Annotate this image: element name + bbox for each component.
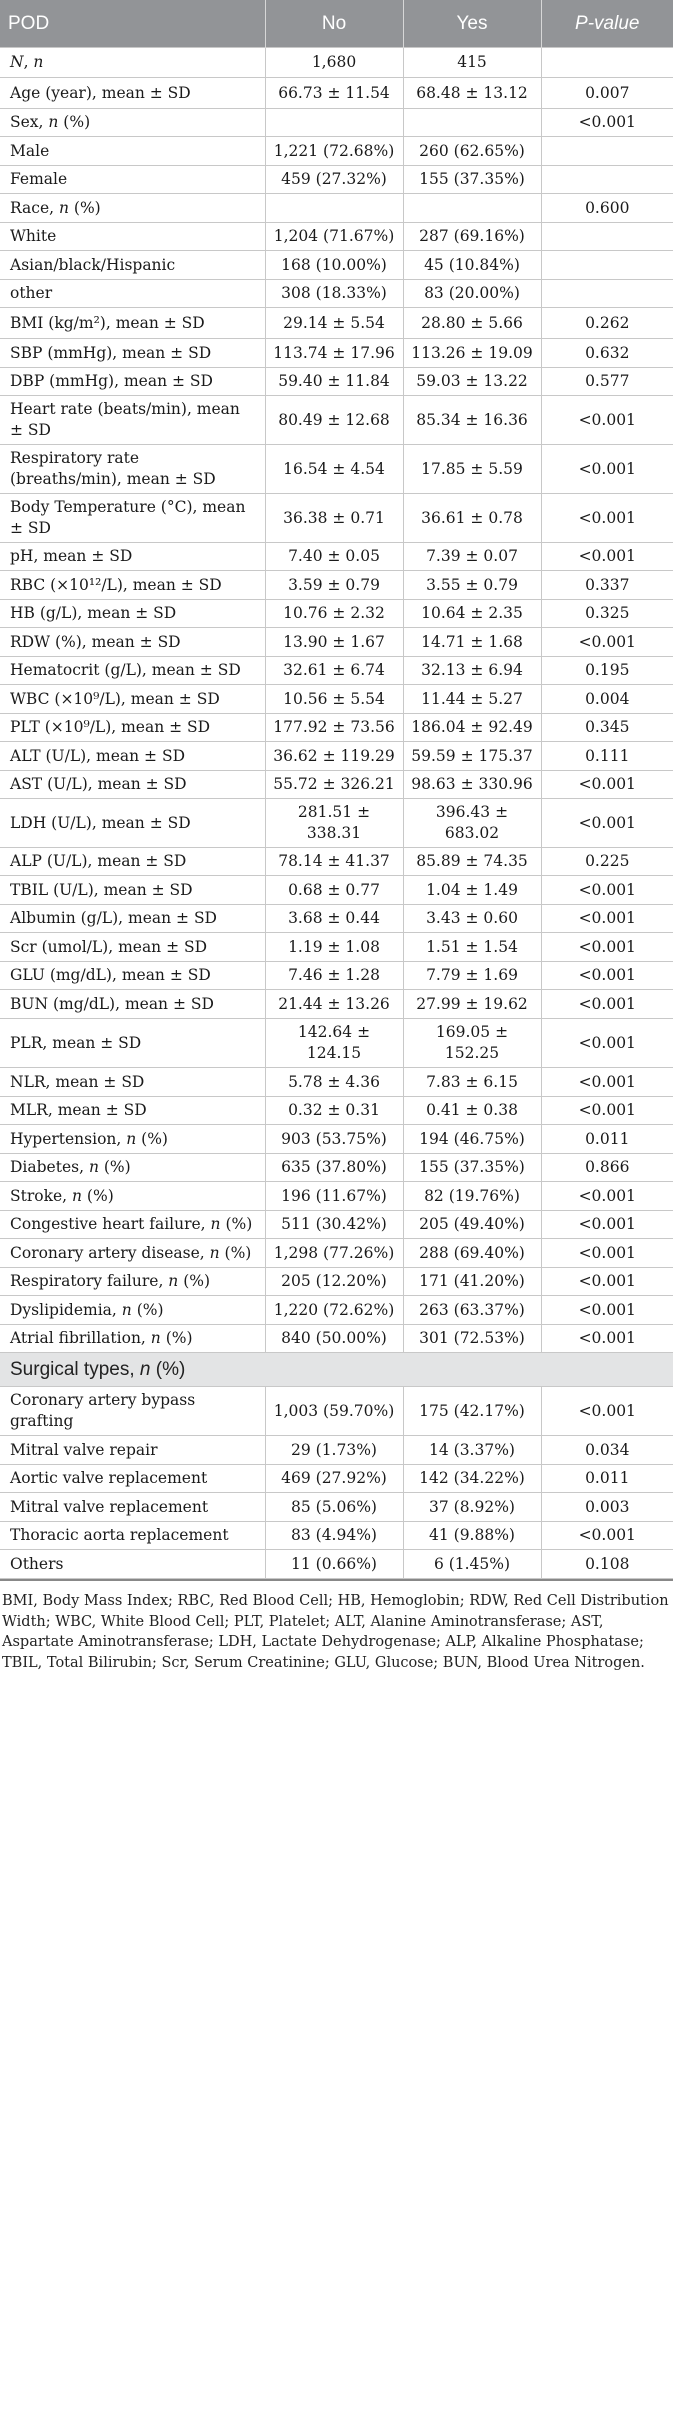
- row-label: Scr (umol/L), mean ± SD: [0, 933, 265, 962]
- row-label: Stroke, n (%): [0, 1182, 265, 1211]
- row-label: Sex, n (%): [0, 109, 265, 137]
- cell-p-value: <0.001: [541, 543, 673, 571]
- table-row: [0, 339, 673, 368]
- cell-no: 3.59 ± 0.79: [265, 571, 403, 600]
- cell-yes: 14.71 ± 1.68: [403, 628, 541, 657]
- table-row: [0, 251, 673, 280]
- cell-p-value: 0.003: [541, 1493, 673, 1522]
- table-row: [0, 109, 673, 137]
- table-row: [0, 48, 673, 78]
- cell-yes: 37 (8.92%): [403, 1493, 541, 1522]
- table-row: [0, 1550, 673, 1579]
- header-pod: POD: [0, 0, 265, 48]
- row-label: Dyslipidemia, n (%): [0, 1296, 265, 1325]
- cell-no: 1,680: [265, 48, 403, 78]
- cell-p-value: 0.337: [541, 571, 673, 600]
- table-row: [0, 1211, 673, 1239]
- cell-p-value: <0.001: [541, 799, 673, 848]
- cell-yes: 169.05 ± 152.25: [403, 1019, 541, 1068]
- row-label: Diabetes, n (%): [0, 1154, 265, 1182]
- cell-p-value: <0.001: [541, 990, 673, 1019]
- table-row: [0, 166, 673, 194]
- cell-p-value: 0.195: [541, 657, 673, 685]
- cell-no: 142.64 ± 124.15: [265, 1019, 403, 1068]
- cell-p-value: 0.111: [541, 742, 673, 771]
- row-label: Coronary artery bypass grafting: [0, 1387, 265, 1436]
- cell-no: 29 (1.73%): [265, 1436, 403, 1465]
- cell-p-value: <0.001: [541, 905, 673, 933]
- row-label: Respiratory rate (breaths/min), mean ± SD: [0, 445, 265, 494]
- cell-p-value: [541, 137, 673, 166]
- cell-p-value: <0.001: [541, 933, 673, 962]
- table-row: [0, 600, 673, 628]
- cell-no: 36.38 ± 0.71: [265, 494, 403, 543]
- row-label: SBP (mmHg), mean ± SD: [0, 339, 265, 368]
- row-label: MLR, mean ± SD: [0, 1097, 265, 1125]
- row-label: RBC (×10¹²/L), mean ± SD: [0, 571, 265, 600]
- row-label: Mitral valve repair: [0, 1436, 265, 1465]
- table-row: [0, 771, 673, 799]
- cell-yes: 3.43 ± 0.60: [403, 905, 541, 933]
- cell-yes: 7.83 ± 6.15: [403, 1068, 541, 1097]
- cell-yes: 82 (19.76%): [403, 1182, 541, 1211]
- cell-p-value: [541, 223, 673, 251]
- cell-yes: 288 (69.40%): [403, 1239, 541, 1268]
- table-row: [0, 1068, 673, 1097]
- table-row: [0, 1493, 673, 1522]
- table-row: [0, 78, 673, 109]
- cell-yes: 36.61 ± 0.78: [403, 494, 541, 543]
- table-row: [0, 445, 673, 494]
- table-row: [0, 628, 673, 657]
- cell-no: 7.40 ± 0.05: [265, 543, 403, 571]
- table-row: [0, 905, 673, 933]
- cell-p-value: <0.001: [541, 1296, 673, 1325]
- cell-no: 55.72 ± 326.21: [265, 771, 403, 799]
- table-row: [0, 1436, 673, 1465]
- cell-no: 1,221 (72.68%): [265, 137, 403, 166]
- cell-yes: 85.89 ± 74.35: [403, 848, 541, 876]
- row-label: PLR, mean ± SD: [0, 1019, 265, 1068]
- table-row: [0, 1522, 673, 1550]
- table-row: [0, 1465, 673, 1493]
- table-row: [0, 962, 673, 990]
- cell-no: 16.54 ± 4.54: [265, 445, 403, 494]
- cell-yes: 186.04 ± 92.49: [403, 714, 541, 742]
- cell-p-value: <0.001: [541, 1019, 673, 1068]
- cell-yes: 27.99 ± 19.62: [403, 990, 541, 1019]
- cell-no: 177.92 ± 73.56: [265, 714, 403, 742]
- cell-p-value: <0.001: [541, 445, 673, 494]
- cell-yes: 68.48 ± 13.12: [403, 78, 541, 109]
- cell-p-value: 0.004: [541, 685, 673, 714]
- row-label: Coronary artery disease, n (%): [0, 1239, 265, 1268]
- cell-no: 205 (12.20%): [265, 1268, 403, 1296]
- cell-yes: 83 (20.00%): [403, 280, 541, 308]
- cell-yes: 10.64 ± 2.35: [403, 600, 541, 628]
- cell-no: 11 (0.66%): [265, 1550, 403, 1579]
- row-label: Female: [0, 166, 265, 194]
- cell-p-value: 0.632: [541, 339, 673, 368]
- cell-p-value: [541, 48, 673, 78]
- table-row: [0, 990, 673, 1019]
- cell-p-value: <0.001: [541, 109, 673, 137]
- row-label: BMI (kg/m²), mean ± SD: [0, 308, 265, 339]
- cell-no: 32.61 ± 6.74: [265, 657, 403, 685]
- row-label: N, n: [0, 48, 265, 78]
- cell-yes: [403, 194, 541, 223]
- header-no: No: [265, 0, 403, 48]
- cell-yes: 175 (42.17%): [403, 1387, 541, 1436]
- row-label: WBC (×10⁹/L), mean ± SD: [0, 685, 265, 714]
- cell-p-value: [541, 280, 673, 308]
- cell-yes: 7.79 ± 1.69: [403, 962, 541, 990]
- row-label: Hematocrit (g/L), mean ± SD: [0, 657, 265, 685]
- cell-yes: 0.41 ± 0.38: [403, 1097, 541, 1125]
- cell-p-value: 0.034: [541, 1436, 673, 1465]
- row-label: Respiratory failure, n (%): [0, 1268, 265, 1296]
- row-label: Congestive heart failure, n (%): [0, 1211, 265, 1239]
- cell-p-value: <0.001: [541, 1097, 673, 1125]
- cell-yes: 1.04 ± 1.49: [403, 876, 541, 905]
- cell-p-value: 0.600: [541, 194, 673, 223]
- cell-no: 85 (5.06%): [265, 1493, 403, 1522]
- table-row: [0, 543, 673, 571]
- table-row: [0, 1268, 673, 1296]
- cell-yes: 113.26 ± 19.09: [403, 339, 541, 368]
- row-label: Male: [0, 137, 265, 166]
- cell-p-value: <0.001: [541, 962, 673, 990]
- cell-yes: 415: [403, 48, 541, 78]
- cell-yes: 287 (69.16%): [403, 223, 541, 251]
- table-row: [0, 657, 673, 685]
- cell-p-value: 0.345: [541, 714, 673, 742]
- cell-p-value: <0.001: [541, 1211, 673, 1239]
- table-row: [0, 1387, 673, 1436]
- table-row: [0, 223, 673, 251]
- cell-no: 5.78 ± 4.36: [265, 1068, 403, 1097]
- cell-yes: 11.44 ± 5.27: [403, 685, 541, 714]
- cell-p-value: <0.001: [541, 771, 673, 799]
- header-p-value: P-value: [541, 0, 673, 48]
- cell-yes: 17.85 ± 5.59: [403, 445, 541, 494]
- cell-no: 168 (10.00%): [265, 251, 403, 280]
- table-row: [0, 137, 673, 166]
- cell-yes: 28.80 ± 5.66: [403, 308, 541, 339]
- cell-no: 511 (30.42%): [265, 1211, 403, 1239]
- cell-yes: 45 (10.84%): [403, 251, 541, 280]
- section-title: Surgical types, n (%): [0, 1353, 673, 1387]
- cell-p-value: <0.001: [541, 1239, 673, 1268]
- cell-yes: 260 (62.65%): [403, 137, 541, 166]
- row-label: RDW (%), mean ± SD: [0, 628, 265, 657]
- cell-yes: 85.34 ± 16.36: [403, 396, 541, 445]
- cell-yes: 98.63 ± 330.96: [403, 771, 541, 799]
- table-row: [0, 396, 673, 445]
- cell-no: 80.49 ± 12.68: [265, 396, 403, 445]
- cell-no: 113.74 ± 17.96: [265, 339, 403, 368]
- cell-no: 78.14 ± 41.37: [265, 848, 403, 876]
- row-label: HB (g/L), mean ± SD: [0, 600, 265, 628]
- cell-p-value: 0.577: [541, 368, 673, 396]
- table-row: [0, 848, 673, 876]
- table-row: [0, 571, 673, 600]
- cell-p-value: 0.108: [541, 1550, 673, 1579]
- cell-yes: 14 (3.37%): [403, 1436, 541, 1465]
- row-label: Aortic valve replacement: [0, 1465, 265, 1493]
- table-row: [0, 685, 673, 714]
- cell-yes: 194 (46.75%): [403, 1125, 541, 1154]
- cell-no: 840 (50.00%): [265, 1325, 403, 1353]
- cell-no: 281.51 ± 338.31: [265, 799, 403, 848]
- cell-p-value: <0.001: [541, 876, 673, 905]
- cell-p-value: <0.001: [541, 396, 673, 445]
- cell-p-value: [541, 251, 673, 280]
- row-label: White: [0, 223, 265, 251]
- cell-p-value: 0.011: [541, 1465, 673, 1493]
- cell-no: [265, 109, 403, 137]
- cell-yes: 155 (37.35%): [403, 166, 541, 194]
- table-row: [0, 1325, 673, 1353]
- cell-no: 3.68 ± 0.44: [265, 905, 403, 933]
- row-label: GLU (mg/dL), mean ± SD: [0, 962, 265, 990]
- cell-p-value: 0.325: [541, 600, 673, 628]
- cell-no: 0.32 ± 0.31: [265, 1097, 403, 1125]
- row-label: Body Temperature (°C), mean ± SD: [0, 494, 265, 543]
- cell-yes: 263 (63.37%): [403, 1296, 541, 1325]
- cell-yes: 396.43 ± 683.02: [403, 799, 541, 848]
- cell-p-value: <0.001: [541, 1068, 673, 1097]
- table-row: [0, 368, 673, 396]
- cell-yes: 142 (34.22%): [403, 1465, 541, 1493]
- cell-p-value: <0.001: [541, 494, 673, 543]
- table-row: [0, 280, 673, 308]
- table-row: [0, 494, 673, 543]
- cell-p-value: <0.001: [541, 628, 673, 657]
- cell-yes: 41 (9.88%): [403, 1522, 541, 1550]
- cell-yes: 301 (72.53%): [403, 1325, 541, 1353]
- table-row: [0, 876, 673, 905]
- cell-p-value: <0.001: [541, 1182, 673, 1211]
- cell-yes: 59.59 ± 175.37: [403, 742, 541, 771]
- cell-yes: 1.51 ± 1.54: [403, 933, 541, 962]
- cell-no: 1,204 (71.67%): [265, 223, 403, 251]
- table-row: [0, 308, 673, 339]
- cell-no: 7.46 ± 1.28: [265, 962, 403, 990]
- cell-no: 1,003 (59.70%): [265, 1387, 403, 1436]
- cell-yes: 7.39 ± 0.07: [403, 543, 541, 571]
- row-label: ALT (U/L), mean ± SD: [0, 742, 265, 771]
- cell-no: 459 (27.32%): [265, 166, 403, 194]
- row-label: Mitral valve replacement: [0, 1493, 265, 1522]
- cell-p-value: <0.001: [541, 1325, 673, 1353]
- table-row: [0, 1182, 673, 1211]
- table-row: [0, 714, 673, 742]
- row-label: Thoracic aorta replacement: [0, 1522, 265, 1550]
- cell-yes: 205 (49.40%): [403, 1211, 541, 1239]
- row-label: Hypertension, n (%): [0, 1125, 265, 1154]
- row-label: Albumin (g/L), mean ± SD: [0, 905, 265, 933]
- table-row: [0, 742, 673, 771]
- cell-no: [265, 194, 403, 223]
- cell-no: 196 (11.67%): [265, 1182, 403, 1211]
- table-row: [0, 1239, 673, 1268]
- cell-no: 21.44 ± 13.26: [265, 990, 403, 1019]
- row-label: other: [0, 280, 265, 308]
- cell-no: 29.14 ± 5.54: [265, 308, 403, 339]
- cell-no: 66.73 ± 11.54: [265, 78, 403, 109]
- cell-no: 1,220 (72.62%): [265, 1296, 403, 1325]
- cell-yes: [403, 109, 541, 137]
- table-row: [0, 1154, 673, 1182]
- cell-yes: 171 (41.20%): [403, 1268, 541, 1296]
- cell-p-value: 0.866: [541, 1154, 673, 1182]
- cell-p-value: <0.001: [541, 1268, 673, 1296]
- table-row: [0, 799, 673, 848]
- cell-no: 1,298 (77.26%): [265, 1239, 403, 1268]
- cell-p-value: <0.001: [541, 1387, 673, 1436]
- row-label: DBP (mmHg), mean ± SD: [0, 368, 265, 396]
- cell-no: 635 (37.80%): [265, 1154, 403, 1182]
- table-row: [0, 1296, 673, 1325]
- cell-p-value: <0.001: [541, 1522, 673, 1550]
- cell-p-value: 0.007: [541, 78, 673, 109]
- row-label: TBIL (U/L), mean ± SD: [0, 876, 265, 905]
- table-row: [0, 933, 673, 962]
- cell-no: 36.62 ± 119.29: [265, 742, 403, 771]
- table-row: [0, 1125, 673, 1154]
- row-label: Atrial fibrillation, n (%): [0, 1325, 265, 1353]
- row-label: Others: [0, 1550, 265, 1579]
- row-label: PLT (×10⁹/L), mean ± SD: [0, 714, 265, 742]
- cell-no: 903 (53.75%): [265, 1125, 403, 1154]
- cell-yes: 32.13 ± 6.94: [403, 657, 541, 685]
- cell-yes: 59.03 ± 13.22: [403, 368, 541, 396]
- cell-p-value: 0.262: [541, 308, 673, 339]
- row-label: BUN (mg/dL), mean ± SD: [0, 990, 265, 1019]
- cell-no: 10.56 ± 5.54: [265, 685, 403, 714]
- cell-no: 469 (27.92%): [265, 1465, 403, 1493]
- row-label: Age (year), mean ± SD: [0, 78, 265, 109]
- section-header-row: [0, 1353, 673, 1387]
- cell-no: 0.68 ± 0.77: [265, 876, 403, 905]
- cell-no: 59.40 ± 11.84: [265, 368, 403, 396]
- cell-p-value: [541, 166, 673, 194]
- table-footnote: BMI, Body Mass Index; RBC, Red Blood Cell; HB, Hemoglobin; RDW, Red Cell Distribution Width; WBC, White Blood Cell; PLT, Platelet; ALT, Alanine Aminotransferase; AST, Aspartate Aminotransferase; LDH, Lactate Dehydrogenase; ALP, Alkaline Phosphatase; TBIL, Total Bilirubin; Scr, Serum Creatinine; GLU, Glucose; BUN, Blood Urea Nitrogen.: [0, 1579, 673, 1673]
- cell-yes: 3.55 ± 0.79: [403, 571, 541, 600]
- table-header-row: [0, 0, 673, 48]
- row-label: pH, mean ± SD: [0, 543, 265, 571]
- header-yes: Yes: [403, 0, 541, 48]
- row-label: AST (U/L), mean ± SD: [0, 771, 265, 799]
- row-label: NLR, mean ± SD: [0, 1068, 265, 1097]
- cell-no: 13.90 ± 1.67: [265, 628, 403, 657]
- row-label: LDH (U/L), mean ± SD: [0, 799, 265, 848]
- table-row: [0, 1019, 673, 1068]
- table-row: [0, 194, 673, 223]
- cell-no: 83 (4.94%): [265, 1522, 403, 1550]
- cell-p-value: 0.011: [541, 1125, 673, 1154]
- cell-no: 10.76 ± 2.32: [265, 600, 403, 628]
- cell-no: 1.19 ± 1.08: [265, 933, 403, 962]
- cell-p-value: 0.225: [541, 848, 673, 876]
- row-label: Race, n (%): [0, 194, 265, 223]
- row-label: ALP (U/L), mean ± SD: [0, 848, 265, 876]
- row-label: Asian/black/Hispanic: [0, 251, 265, 280]
- cell-no: 308 (18.33%): [265, 280, 403, 308]
- cell-yes: 155 (37.35%): [403, 1154, 541, 1182]
- cell-yes: 6 (1.45%): [403, 1550, 541, 1579]
- row-label: Heart rate (beats/min), mean ± SD: [0, 396, 265, 445]
- table-row: [0, 1097, 673, 1125]
